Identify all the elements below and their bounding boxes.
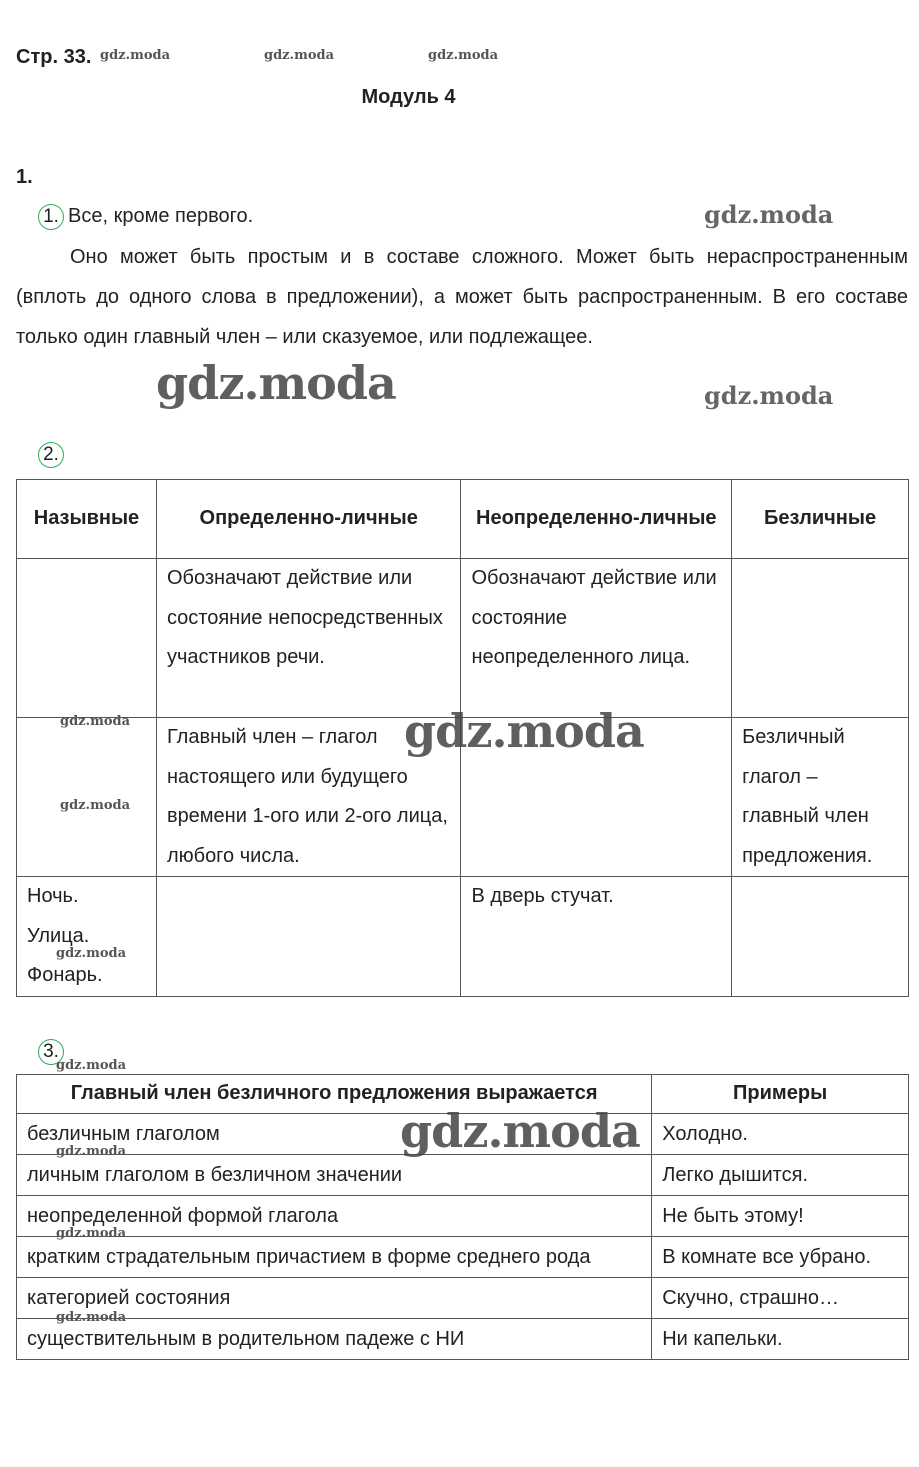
watermark: gdz.moda xyxy=(400,1104,640,1158)
table-cell: Скучно, страшно… xyxy=(652,1278,909,1319)
table-cell: Холодно. xyxy=(652,1114,909,1155)
table-cell: безличным глаголом xyxy=(17,1114,652,1155)
item-1-paragraph-text: Оно может быть простым и в составе сложного. Может быть нераспространенным (вплоть до одного слова в предложении), а может быть распространенным. В его составе только один главный член – или сказуемое, или подлежащее. xyxy=(16,246,908,348)
table-row xyxy=(17,1278,909,1319)
watermark: gdz.moda xyxy=(60,798,131,813)
table-cell xyxy=(17,718,157,877)
watermark: gdz.moda xyxy=(56,1226,127,1241)
page-reference: Стр. 33. xyxy=(16,46,92,68)
module-title: Модуль 4 xyxy=(361,86,456,108)
table-row xyxy=(17,1196,909,1237)
task-number: 1. xyxy=(16,166,33,188)
watermark: gdz.moda xyxy=(56,1058,127,1073)
table-header-cell: Главный член безличного предложения выражается xyxy=(17,1075,652,1114)
table-cell: Главный член – глагол настоящего или будущего времени 1-ого или 2-ого лица, любого числа. xyxy=(156,718,461,877)
table-cell: категорией состояния xyxy=(17,1278,652,1319)
table-row xyxy=(17,559,909,718)
item-2-marker: 2. xyxy=(38,442,64,468)
table-cell: кратким страдательным причастием в форме среднего рода xyxy=(17,1237,652,1278)
table-cell: В дверь стучат. xyxy=(461,877,732,997)
table-cell: существительным в родительном падеже с НИ xyxy=(17,1319,652,1360)
table-row xyxy=(17,1237,909,1278)
watermark: gdz.moda xyxy=(404,704,644,758)
table-cell xyxy=(732,559,909,718)
table-cell: Безличный глагол – главный член предложения. xyxy=(732,718,909,877)
watermark: gdz.moda xyxy=(100,48,171,63)
table-cell xyxy=(156,877,461,997)
table-cell: Обозначают действие или состояние неопределенного лица. xyxy=(461,559,732,718)
watermark: gdz.moda xyxy=(428,48,499,63)
item-1-paragraph xyxy=(16,237,908,357)
item-1 xyxy=(38,204,253,230)
table-cell xyxy=(17,559,157,718)
watermark: gdz.moda xyxy=(56,1310,127,1325)
table-cell: Легко дышится. xyxy=(652,1155,909,1196)
item-1-answer: Все, кроме первого. xyxy=(68,205,254,227)
table-cell xyxy=(732,877,909,997)
table-cell: Ни капельки. xyxy=(652,1319,909,1360)
watermark: gdz.moda xyxy=(704,200,834,229)
table-cell: Не быть этому! xyxy=(652,1196,909,1237)
table-header-cell: Неопределенно-личные xyxy=(461,480,732,559)
table-header-cell: Примеры xyxy=(652,1075,909,1114)
watermark: gdz.moda xyxy=(264,48,335,63)
table-header-cell: Назывные xyxy=(17,480,157,559)
table-cell: В комнате все убрано. xyxy=(652,1237,909,1278)
item-3-marker: 3. xyxy=(38,1039,64,1065)
table-cell: личным глаголом в безличном значении xyxy=(17,1155,652,1196)
table-row xyxy=(17,1155,909,1196)
item-1-marker: 1. xyxy=(38,204,64,230)
table-cell: неопределенной формой глагола xyxy=(17,1196,652,1237)
table-header-row xyxy=(17,480,909,559)
watermark: gdz.moda xyxy=(156,356,396,410)
table-row xyxy=(17,877,909,997)
table-header-cell: Безличные xyxy=(732,480,909,559)
table-cell: Ночь. Улица. Фонарь. xyxy=(17,877,157,997)
table-header-cell: Определенно-личные xyxy=(156,480,461,559)
watermark: gdz.moda xyxy=(56,1144,127,1159)
watermark: gdz.moda xyxy=(60,714,131,729)
watermark: gdz.moda xyxy=(704,381,834,410)
table-cell: Обозначают действие или состояние непосредственных участников речи. xyxy=(156,559,461,718)
item-2 xyxy=(38,442,64,468)
table-row xyxy=(17,1319,909,1360)
watermark: gdz.moda xyxy=(56,946,127,961)
